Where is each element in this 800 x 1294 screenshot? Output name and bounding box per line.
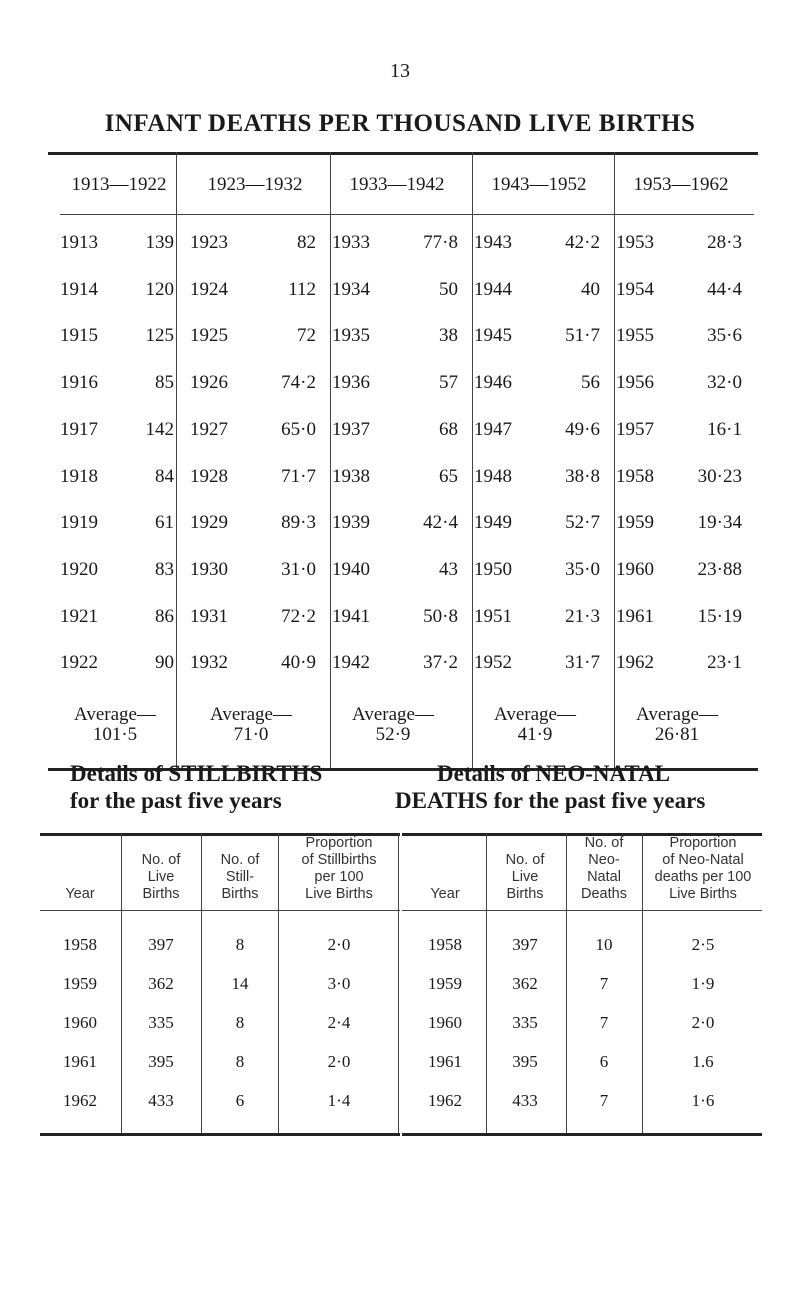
year-cell: 1940 [332, 558, 370, 580]
table-row [616, 512, 742, 536]
column-header [486, 852, 564, 903]
rate-cell: 74·2 [281, 372, 316, 394]
table-row [60, 466, 174, 490]
average-value: 41·9 [517, 724, 553, 745]
value-cell: 2·0 [327, 935, 351, 954]
rate-cell: 56 [581, 372, 600, 394]
year-cell: 1957 [616, 418, 654, 440]
rate-cell: 83 [155, 558, 174, 580]
value-cell: 397 [148, 935, 174, 954]
rate-cell: 68 [439, 418, 458, 440]
table-row [60, 652, 174, 676]
column-header-line: Year [65, 886, 95, 902]
rate-cell: 38·8 [565, 465, 600, 487]
value-cell: 2·5 [691, 935, 715, 954]
value-cell: 1.6 [692, 1052, 714, 1071]
rate-cell: 40 [581, 278, 600, 300]
rate-cell: 32·0 [707, 372, 742, 394]
year-cell: 1930 [190, 558, 228, 580]
rate-cell: 50 [439, 278, 458, 300]
year-cell: 1954 [616, 278, 654, 300]
year-cell: 1944 [474, 278, 512, 300]
value-cell: 395 [148, 1052, 174, 1071]
table-row [474, 559, 600, 583]
table-bottom-rule [40, 1133, 400, 1136]
rate-cell: 71·7 [281, 465, 316, 487]
rate-cell: 112 [288, 278, 316, 300]
rate-cell: 52·7 [565, 512, 600, 534]
column-divider [642, 833, 643, 1133]
table-row [60, 419, 174, 443]
year-cell: 1936 [332, 372, 370, 394]
table-row [616, 419, 742, 443]
value-cell: 335 [512, 1013, 538, 1032]
table-row [332, 606, 458, 630]
rate-cell: 44·4 [707, 278, 742, 300]
stillbirths-title-line2: for the past five years [70, 788, 282, 813]
average-block [328, 705, 458, 745]
value-cell: 3·0 [327, 974, 351, 993]
column-header-line: Births [506, 886, 544, 902]
table-row [616, 325, 742, 349]
column-divider [472, 152, 473, 768]
year-cell: 1958 [63, 935, 97, 954]
year-cell: 1959 [428, 974, 462, 993]
year-cell: 1924 [190, 278, 228, 300]
rate-cell: 23·88 [697, 558, 742, 580]
column-header-line: No. of [220, 852, 260, 868]
period-header: 1913—1922 [71, 174, 167, 195]
rate-cell: 30·23 [697, 465, 742, 487]
column-header-line: Live Births [669, 886, 737, 902]
rate-cell: 37·2 [423, 652, 458, 674]
header-rule [60, 214, 754, 215]
value-cell: 8 [235, 1013, 245, 1032]
average-label: Average— [210, 704, 292, 725]
period-header: 1933—1942 [349, 174, 445, 195]
table-row [616, 652, 742, 676]
column-header-line: Live [147, 869, 175, 885]
column-header-line: Natal [587, 869, 621, 885]
value-cell: 433 [512, 1091, 538, 1110]
rate-cell: 21·3 [565, 605, 600, 627]
table-row [190, 652, 316, 676]
year-cell: 1942 [332, 652, 370, 674]
average-block [470, 705, 600, 745]
year-cell: 1961 [63, 1052, 97, 1071]
year-cell: 1962 [616, 652, 654, 674]
column-header [280, 835, 398, 903]
rate-cell: 49·6 [565, 418, 600, 440]
table-row [616, 559, 742, 583]
column-header-line: No. of [141, 852, 181, 868]
rate-cell: 77·8 [423, 232, 458, 253]
rate-cell: 40·9 [281, 652, 316, 674]
column-header-line: Live [511, 869, 539, 885]
table-row [616, 279, 742, 303]
column-header-line: per 100 [314, 869, 364, 885]
table-row [60, 606, 174, 630]
rate-cell: 120 [145, 278, 174, 300]
table-row [332, 512, 458, 536]
year-cell: 1953 [616, 232, 654, 253]
page-number: 13 [390, 60, 410, 82]
rate-cell: 19·34 [697, 512, 742, 534]
rate-cell: 23·1 [707, 652, 742, 674]
rate-cell: 90 [155, 652, 174, 674]
column-header-line: of Neo-Natal [662, 852, 744, 868]
average-label: Average— [74, 704, 156, 725]
year-cell: 1948 [474, 465, 512, 487]
column-header-line: Still- [225, 869, 255, 885]
year-cell: 1914 [60, 278, 98, 300]
neonatal-title-line1: Details of NEO-NATAL [437, 761, 670, 786]
table-row [616, 466, 742, 490]
table-row [332, 325, 458, 349]
year-cell: 1922 [60, 652, 98, 674]
year-cell: 1951 [474, 605, 512, 627]
stillbirths-title-line1: Details of STILLBIRTHS [70, 761, 323, 786]
table-row [332, 419, 458, 443]
rate-cell: 31·0 [281, 558, 316, 580]
year-cell: 1961 [616, 605, 654, 627]
value-cell: 1·9 [691, 974, 715, 993]
table-bottom-rule [402, 1133, 762, 1136]
stillbirths-title [70, 760, 322, 814]
year-cell: 1960 [63, 1013, 97, 1032]
year-cell: 1915 [60, 325, 98, 347]
value-cell: 7 [599, 974, 609, 993]
table-row [474, 372, 600, 396]
column-header-line: Proportion [669, 835, 737, 851]
table-row [332, 466, 458, 490]
column-header-line: Births [142, 886, 180, 902]
year-cell: 1917 [60, 418, 98, 440]
table-row [616, 372, 742, 396]
column-header-line: Proportion [305, 835, 373, 851]
year-cell: 1935 [332, 325, 370, 347]
page-title: INFANT DEATHS PER THOUSAND LIVE BIRTHS [104, 110, 696, 137]
year-cell: 1939 [332, 512, 370, 534]
table-row [474, 325, 600, 349]
table-row [190, 512, 316, 536]
value-cell: 2·0 [691, 1013, 715, 1032]
year-cell: 1947 [474, 418, 512, 440]
year-cell: 1918 [60, 465, 98, 487]
table-row [474, 279, 600, 303]
neonatal-title-line2: DEATHS for the past five years [395, 788, 706, 813]
rate-cell: 35·0 [565, 558, 600, 580]
year-cell: 1931 [190, 605, 228, 627]
column-divider [278, 833, 279, 1133]
column-header [566, 835, 642, 903]
table-row [332, 559, 458, 583]
year-cell: 1925 [190, 325, 228, 347]
value-cell: 2·0 [327, 1052, 351, 1071]
table-row [190, 279, 316, 303]
table-top-rule [48, 152, 758, 155]
rate-cell: 65·0 [281, 418, 316, 440]
rate-cell: 125 [145, 325, 174, 347]
year-cell: 1958 [428, 935, 462, 954]
year-cell: 1946 [474, 372, 512, 394]
year-cell: 1927 [190, 418, 228, 440]
year-cell: 1961 [428, 1052, 462, 1071]
year-cell: 1949 [474, 512, 512, 534]
period-header: 1923—1932 [207, 174, 303, 195]
value-cell: 362 [512, 974, 538, 993]
value-cell: 397 [512, 935, 538, 954]
value-cell: 395 [512, 1052, 538, 1071]
table-row [60, 325, 174, 349]
rate-cell: 142 [145, 418, 174, 440]
year-cell: 1913 [60, 232, 98, 253]
rate-cell: 65 [439, 465, 458, 487]
value-cell: 14 [231, 974, 249, 993]
year-cell: 1932 [190, 652, 228, 674]
average-block [56, 705, 174, 745]
column-header-line: deaths per 100 [654, 869, 752, 885]
table-row [474, 652, 600, 676]
average-value: 26·81 [654, 724, 700, 745]
value-cell: 8 [235, 1052, 245, 1071]
rate-cell: 139 [145, 232, 174, 253]
rate-cell: 43 [439, 558, 458, 580]
table-row [474, 606, 600, 630]
column-header-line: Births [221, 886, 259, 902]
year-cell: 1920 [60, 558, 98, 580]
period-header: 1953—1962 [633, 174, 729, 195]
table-row [332, 279, 458, 303]
column-header [405, 886, 485, 903]
rate-cell: 86 [155, 605, 174, 627]
year-cell: 1933 [332, 232, 370, 253]
column-header [644, 835, 762, 903]
year-cell: 1919 [60, 512, 98, 534]
column-header-line: No. of [584, 835, 624, 851]
year-cell: 1928 [190, 465, 228, 487]
value-cell: 433 [148, 1091, 174, 1110]
rate-cell: 28·3 [707, 232, 742, 253]
column-header [122, 852, 200, 903]
header-rule [402, 910, 762, 911]
table-row [190, 466, 316, 490]
rate-cell: 72·2 [281, 605, 316, 627]
table-row [60, 372, 174, 396]
value-cell: 8 [235, 935, 245, 954]
year-cell: 1962 [428, 1091, 462, 1110]
year-cell: 1916 [60, 372, 98, 394]
rate-cell: 57 [439, 372, 458, 394]
table-row [60, 559, 174, 583]
year-cell: 1956 [616, 372, 654, 394]
neonatal-title [395, 760, 705, 814]
table-row [190, 325, 316, 349]
rate-cell: 38 [439, 325, 458, 347]
table-row [474, 232, 600, 256]
year-cell: 1921 [60, 605, 98, 627]
table-row [474, 466, 600, 490]
average-label: Average— [636, 704, 718, 725]
rate-cell: 31·7 [565, 652, 600, 674]
column-header-line: Neo- [588, 852, 620, 868]
value-cell: 6 [599, 1052, 609, 1071]
table-row [60, 232, 174, 256]
table-row [332, 652, 458, 676]
value-cell: 1·4 [327, 1091, 351, 1110]
table-row [332, 372, 458, 396]
year-cell: 1941 [332, 605, 370, 627]
value-cell: 6 [235, 1091, 245, 1110]
rate-cell: 85 [155, 372, 174, 394]
column-divider [176, 152, 177, 768]
value-cell: 7 [599, 1091, 609, 1110]
table-row [474, 419, 600, 443]
average-label: Average— [352, 704, 434, 725]
value-cell: 2·4 [327, 1013, 351, 1032]
table-row [190, 606, 316, 630]
year-cell: 1934 [332, 278, 370, 300]
year-cell: 1938 [332, 465, 370, 487]
year-cell: 1958 [616, 465, 654, 487]
rate-cell: 89·3 [281, 512, 316, 534]
average-label: Average— [494, 704, 576, 725]
column-header-line: Live Births [305, 886, 373, 902]
year-cell: 1945 [474, 325, 512, 347]
value-cell: 10 [595, 935, 613, 954]
table-row [190, 372, 316, 396]
table-row [616, 232, 742, 256]
value-cell: 335 [148, 1013, 174, 1032]
column-header [202, 852, 278, 903]
table-row [190, 419, 316, 443]
year-cell: 1937 [332, 418, 370, 440]
rate-cell: 82 [297, 232, 316, 253]
rate-cell: 50·8 [423, 605, 458, 627]
column-header-line: Deaths [581, 886, 627, 902]
average-value: 101·5 [92, 724, 138, 745]
column-divider [398, 833, 399, 1133]
year-cell: 1959 [616, 512, 654, 534]
column-divider [614, 152, 615, 768]
average-block [612, 705, 742, 745]
rate-cell: 35·6 [707, 325, 742, 347]
value-cell: 1·6 [691, 1091, 715, 1110]
year-cell: 1950 [474, 558, 512, 580]
table-row [60, 279, 174, 303]
table-row [190, 232, 316, 256]
rate-cell: 42·2 [565, 232, 600, 253]
year-cell: 1955 [616, 325, 654, 347]
rate-cell: 15·19 [697, 605, 742, 627]
header-rule [40, 910, 400, 911]
year-cell: 1960 [428, 1013, 462, 1032]
rate-cell: 72 [297, 325, 316, 347]
value-cell: 362 [148, 974, 174, 993]
year-cell: 1960 [616, 558, 654, 580]
column-header [40, 886, 120, 903]
year-cell: 1943 [474, 232, 512, 253]
year-cell: 1926 [190, 372, 228, 394]
year-cell: 1952 [474, 652, 512, 674]
value-cell: 7 [599, 1013, 609, 1032]
year-cell: 1929 [190, 512, 228, 534]
year-cell: 1923 [190, 232, 228, 253]
table-row [474, 512, 600, 536]
column-header-line: of Stillbirths [301, 852, 377, 868]
table-row [190, 559, 316, 583]
table-row [60, 512, 174, 536]
rate-cell: 84 [155, 465, 174, 487]
average-value: 52·9 [375, 724, 411, 745]
column-divider [330, 152, 331, 768]
rate-cell: 61 [155, 512, 174, 534]
column-header-line: Year [430, 886, 460, 902]
average-value: 71·0 [233, 724, 269, 745]
table-row [332, 232, 458, 256]
rate-cell: 16·1 [707, 418, 742, 440]
rate-cell: 51·7 [565, 325, 600, 347]
table-row [616, 606, 742, 630]
year-cell: 1962 [63, 1091, 97, 1110]
column-header-line: No. of [505, 852, 545, 868]
year-cell: 1959 [63, 974, 97, 993]
average-block [186, 705, 316, 745]
period-header: 1943—1952 [491, 174, 587, 195]
rate-cell: 42·4 [423, 512, 458, 534]
